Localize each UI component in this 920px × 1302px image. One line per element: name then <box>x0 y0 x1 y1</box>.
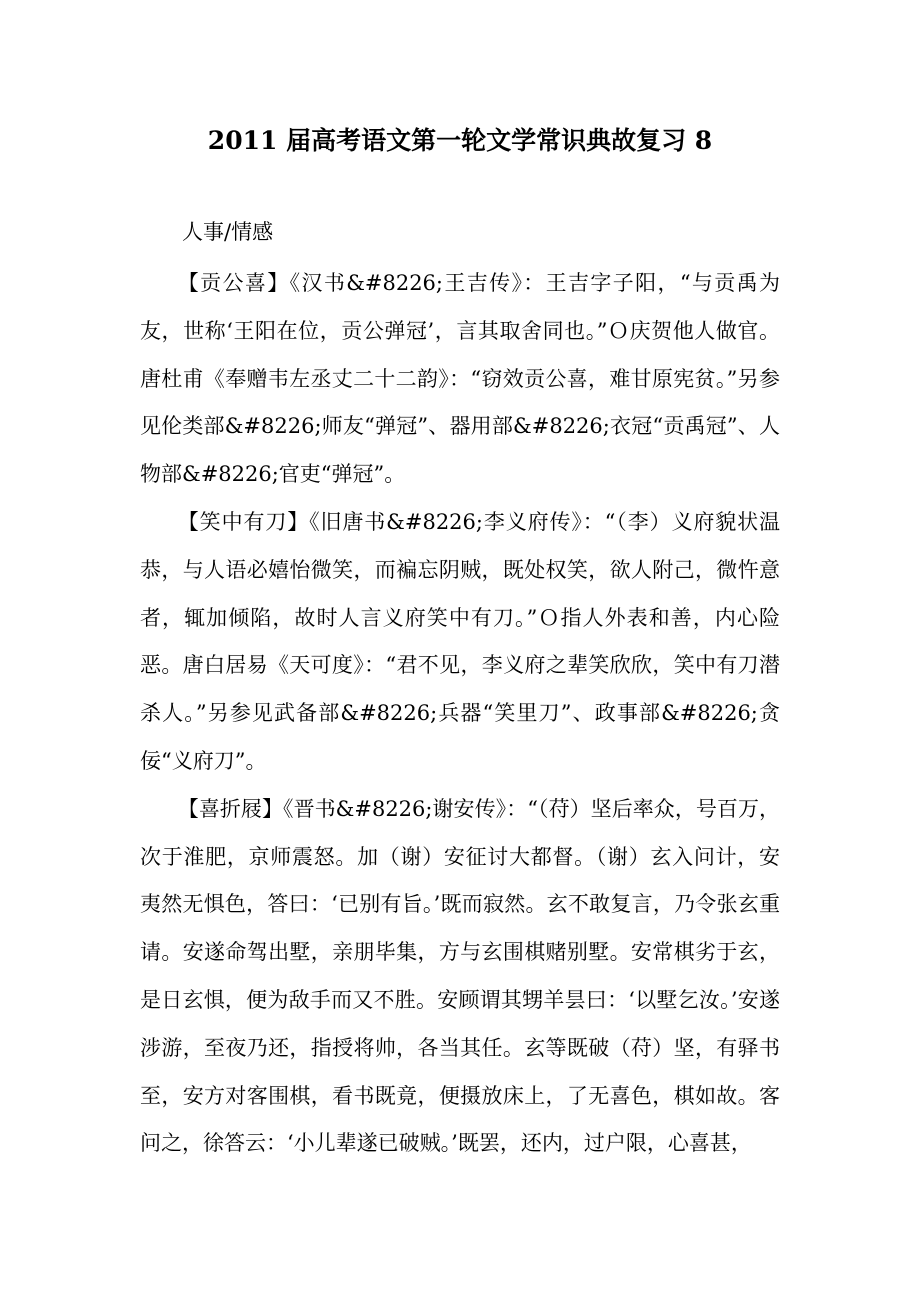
entry-paragraph <box>140 786 780 1168</box>
entry-text: 《旧唐书&#8226;李义府传》：“（李）义府貌状温恭，与人语必嬉怡微笑，而褊忘阴贼，既处权笑，欲人附己，微忤意者，辄加倾陷，故时人言义府笑中有刀。”Ｏ指人外表和善，内心险恶。唐白居易《天可度》：“君不见，李义府之辈笑欣欣，笑中有刀潜杀人。”另参见武备部&#8226;兵器“笑里刀”、政事部&#8226;贪佞“义府刀”。 <box>140 509 781 773</box>
entry-text: 《汉书&#8226;王吉传》：王吉字子阳，“与贡禹为友，世称‘王阳在位，贡公弹冠’，言其取舍同也。”Ｏ庆贺他人做官。唐杜甫《奉赠韦左丞丈二十二韵》：“窃效贡公喜，难甘原宪贫。”另参见伦类部&#8226;师友“弹冠”、器用部&#8226;衣冠“贡禹冠”、人物部&#8226;官吏“弹冠”。 <box>140 271 781 487</box>
entry-text: 《晋书&#8226;谢安传》：“（苻）坚后率众，号百万，次于淮肥，京师震怒。加（谢）安征讨大都督。（谢）玄入问计，安夷然无惧色，答曰：‘已别有旨。’既而寂然。玄不敢复言，乃令张玄重请。安遂命驾出墅，亲朋毕集，方与玄围棋赌别墅。安常棋劣于玄，是日玄惧，便为敌手而又不胜。安顾谓其甥羊昙曰：‘以墅乞汝。’安遂涉游，至夜乃还，指授将帅，各当其任。玄等既破（苻）坚，有驿书至，安方对客围棋，看书既竟，便摄放床上，了无喜色，棋如故。客问之，徐答云：‘小儿辈遂已破贼。’既罢，还内，过户限，心喜甚， <box>140 796 781 1156</box>
entry-heading: 【喜折屐】 <box>177 796 284 821</box>
section-heading: 人事/情感 <box>182 220 274 244</box>
entry-heading: 【笑中有刀】 <box>177 509 310 534</box>
entry-heading: 【贡公喜】 <box>177 271 290 295</box>
document-body <box>140 260 780 1168</box>
document-title: 2011 届高考语文第一轮文学常识典故复习 8 <box>207 126 713 155</box>
entry-paragraph <box>140 499 780 786</box>
entry-paragraph <box>140 260 780 499</box>
